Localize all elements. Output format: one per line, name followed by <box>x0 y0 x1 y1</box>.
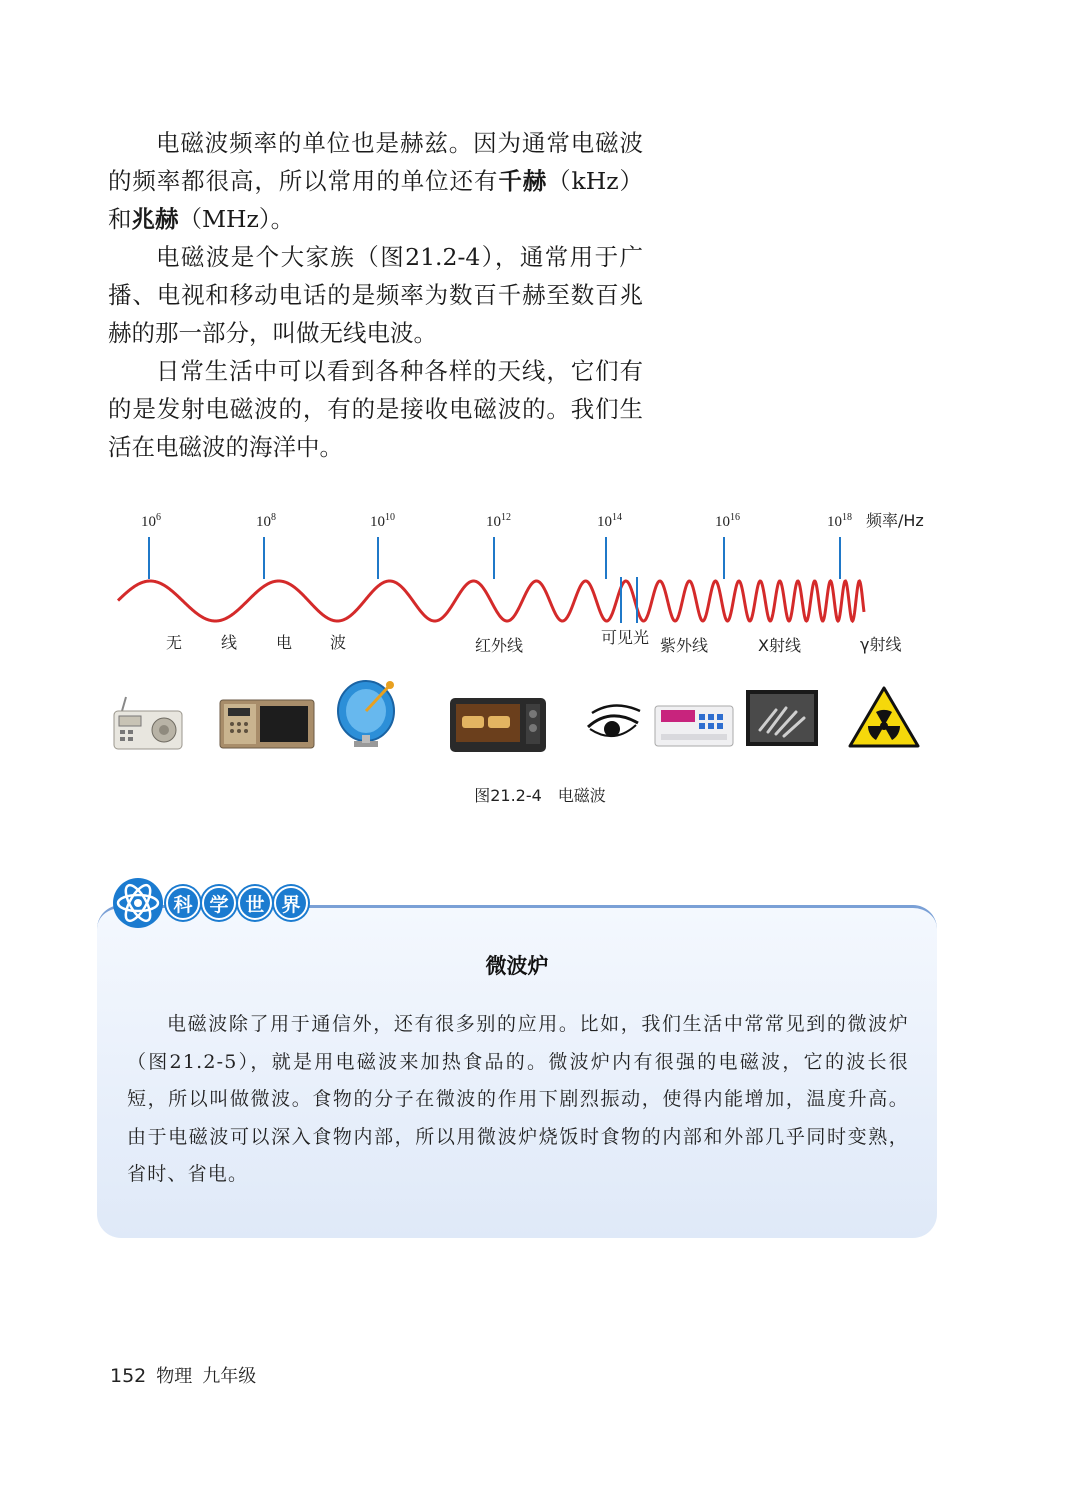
band-visible: 可见光 <box>601 628 650 647</box>
toaster-oven-icon <box>450 698 546 752</box>
tick-label-1e16: $10^{16}$ <box>715 512 740 530</box>
tick-label-1e10: $10^{10}$ <box>370 512 395 530</box>
atom-icon <box>112 877 164 929</box>
science-world-badge <box>112 877 308 929</box>
band-gamma: γ射线 <box>860 635 902 654</box>
paragraph-antennas: 日常生活中可以看到各种各样的天线，它们有的是发射电磁波的，有的是接收电磁波的。我们生活在电磁波的海洋中。 <box>108 357 643 461</box>
xray-image-icon <box>746 690 818 746</box>
band-xray: X射线 <box>758 636 801 655</box>
band-radio-char: 无 <box>166 633 183 652</box>
band-radio-char: 电 <box>276 633 293 652</box>
tick-label-1e12: $10^{12}$ <box>486 512 511 530</box>
disinfection-device-icon <box>655 706 733 746</box>
tick-label-1e8: $10^8$ <box>256 512 276 530</box>
band-radio-char: 波 <box>330 633 347 652</box>
term-kilohertz: 千赫 <box>498 167 548 195</box>
em-spectrum-figure <box>100 505 960 755</box>
band-infrared: 红外线 <box>475 636 524 655</box>
tick-label-1e18: $10^{18}$ <box>827 512 852 530</box>
band-radio-char: 线 <box>221 633 238 652</box>
radiation-warning-icon <box>850 688 918 746</box>
badge-char: 界 <box>274 886 308 920</box>
eye-icon <box>588 705 640 737</box>
badge-char: 学 <box>202 886 236 920</box>
satellite-dish-icon <box>338 681 394 747</box>
radio-icon <box>114 697 182 749</box>
badge-char: 科 <box>166 886 200 920</box>
term-megahertz: 兆赫 <box>131 205 179 233</box>
frequency-unit-label: 频率/Hz <box>866 511 924 530</box>
tick-label-1e6: $10^6$ <box>141 512 161 530</box>
paragraph-text: 电磁波频率的单位也是赫兹。因为通常电磁波的频率都很高，所以常用的单位还有 <box>108 129 643 195</box>
tick-lines <box>149 537 840 579</box>
em-wave-curve <box>118 581 864 621</box>
paragraph-em-family: 电磁波是个大家族（图21.2-4），通常用于广播、电视和移动电话的是频率为数百千赫至数百兆赫的那一部分，叫做无线电波。 <box>108 243 643 347</box>
frequency-ticks <box>141 511 924 530</box>
figure-caption: 图21.2-4 电磁波 <box>474 786 606 805</box>
band-labels <box>166 628 901 655</box>
microwave-oven-icon <box>220 700 314 748</box>
paragraph-frequency-units <box>108 124 643 238</box>
paragraph-text: （kHz）和 <box>108 167 644 233</box>
paragraph-text: （MHz）。 <box>178 205 295 233</box>
page-number: 152 <box>110 1365 147 1387</box>
tick-label-1e14: $10^{14}$ <box>597 512 622 530</box>
page-footer <box>110 1362 266 1388</box>
badge-char: 世 <box>238 886 272 920</box>
science-world-body: 电磁波除了用于通信外，还有很多别的应用。比如，我们生活中常常见到的微波炉（图21.2-5），就是用电磁波来加热食品的。微波炉内有很强的电磁波，它的波长很短，所以叫做微波。食物的分子在微波的作用下剧烈振动，使得内能增加，温度升高。由于电磁波可以深入食物内部，所以用微波炉烧饭时食物的内部和外部几乎同时变熟，省时、省电。 <box>127 1013 909 1185</box>
science-world-title: 微波炉 <box>485 954 549 978</box>
grade-label: 九年级 <box>202 1366 257 1387</box>
band-ultraviolet: 紫外线 <box>660 636 709 655</box>
subject-label: 物理 <box>156 1366 193 1387</box>
